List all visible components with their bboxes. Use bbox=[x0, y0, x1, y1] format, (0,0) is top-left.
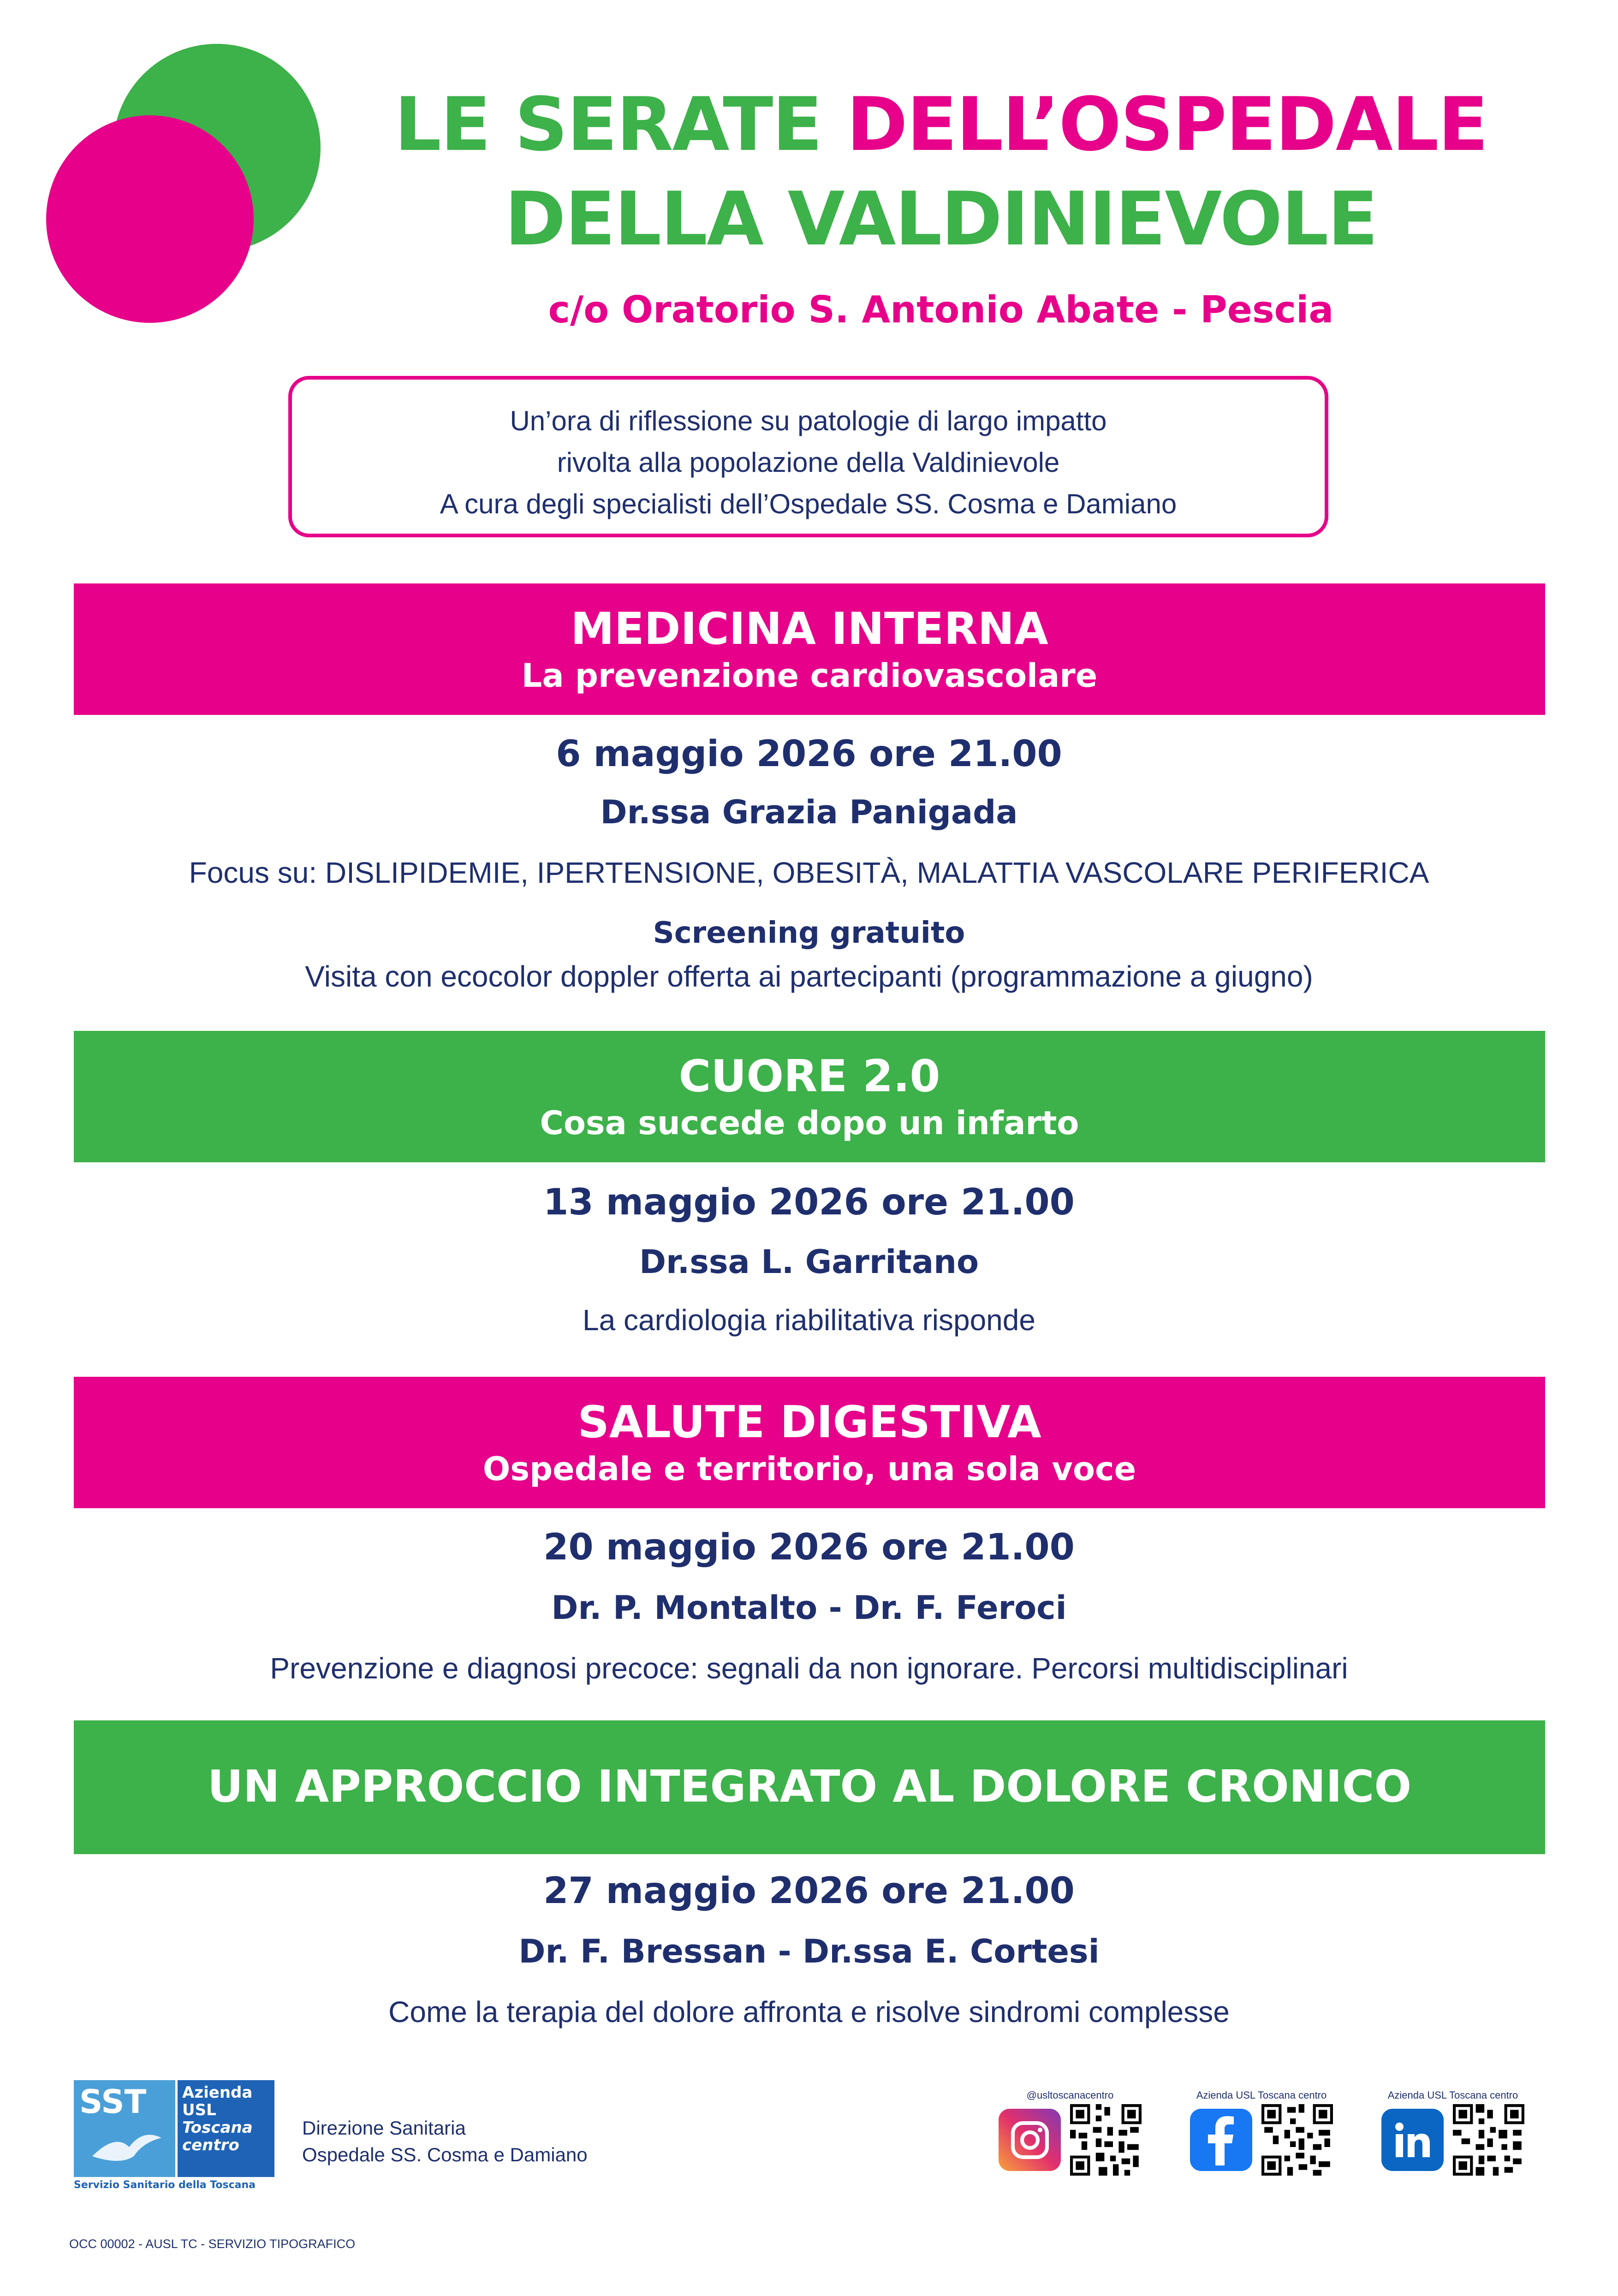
title-green-part: LE SERATE bbox=[394, 81, 847, 167]
page-title-line2: DELLA VALDINIEVOLE bbox=[505, 176, 1377, 262]
social-caption: Azienda USL Toscana centro bbox=[1387, 2089, 1518, 2101]
direction-line1: Direzione Sanitaria bbox=[302, 2117, 466, 2139]
pink-circle-decoration bbox=[46, 115, 254, 323]
event-subtitle: La prevenzione cardiovascolare bbox=[521, 657, 1098, 695]
intro-box bbox=[288, 376, 1328, 537]
event-speakers: Dr.ssa L. Garritano bbox=[639, 1243, 979, 1281]
event-subtitle: Ospedale e territorio, una sola voce bbox=[482, 1450, 1136, 1488]
event-header-salute-digestiva bbox=[74, 1377, 1545, 1508]
logo-blue-panel bbox=[74, 2080, 175, 2177]
footer-direction bbox=[302, 2115, 588, 2168]
event-description: Prevenzione e diagnosi precoce: segnali da non ignorare. Percorsi multidisciplinari bbox=[270, 1652, 1348, 1685]
venue-subtitle: c/o Oratorio S. Antonio Abate - Pescia bbox=[548, 288, 1334, 331]
linkedin-icon[interactable] bbox=[1381, 2109, 1444, 2171]
usl-toscana-logo bbox=[74, 2080, 274, 2195]
event-date: 13 maggio 2026 ore 21.00 bbox=[543, 1182, 1075, 1223]
event-description: Come la terapia del dolore affronta e risolve sindromi complesse bbox=[388, 1995, 1230, 2028]
facebook-icon[interactable] bbox=[1190, 2109, 1252, 2171]
event-speakers: Dr. F. Bressan - Dr.ssa E. Cortesi bbox=[518, 1933, 1100, 1970]
event-date: 20 maggio 2026 ore 21.00 bbox=[543, 1527, 1075, 1568]
print-code: OCC 00002 - AUSL TC - SERVIZIO TIPOGRAFICO bbox=[69, 2237, 356, 2251]
screening-text: Visita con ecocolor doppler offerta ai partecipanti (programmazione a giugno) bbox=[305, 960, 1313, 993]
event-title: MEDICINA INTERNA bbox=[571, 604, 1048, 654]
title-pink-part: DELL’OSPEDALE bbox=[846, 81, 1487, 167]
event-title: UN APPROCCIO INTEGRATO AL DOLORE CRONICO bbox=[207, 1761, 1412, 1812]
screening-title bbox=[0, 916, 1618, 950]
intro-line3: A cura degli specialisti dell’Ospedale SS. Cosma e Damiano bbox=[440, 488, 1177, 519]
event-date: 6 maggio 2026 ore 21.00 bbox=[556, 733, 1062, 775]
social-linkedin[interactable] bbox=[1379, 2089, 1527, 2176]
logo-org-line1: Azienda bbox=[182, 2083, 253, 2102]
event-subtitle: Cosa succede dopo un infarto bbox=[540, 1104, 1079, 1142]
qr-code-icon[interactable] bbox=[1453, 2104, 1524, 2176]
logo-org-line2: USL bbox=[182, 2101, 216, 2119]
qr-code-icon[interactable] bbox=[1070, 2104, 1142, 2176]
logo-sst: SST bbox=[79, 2083, 147, 2121]
event-header-cuore bbox=[74, 1031, 1545, 1162]
event-date: 27 maggio 2026 ore 21.00 bbox=[543, 1870, 1075, 1912]
social-caption: @usltoscanacentro bbox=[1026, 2089, 1114, 2101]
social-facebook[interactable] bbox=[1188, 2089, 1335, 2176]
logo-org-line3: Toscana bbox=[182, 2118, 253, 2137]
social-caption: Azienda USL Toscana centro bbox=[1196, 2089, 1327, 2101]
screening-title-text: Screening gratuito bbox=[653, 916, 965, 950]
page-title-line1 bbox=[351, 81, 1531, 167]
logo-caption: Servizio Sanitario della Toscana bbox=[74, 2179, 256, 2191]
event-speakers: Dr. P. Montalto - Dr. F. Feroci bbox=[551, 1589, 1067, 1627]
event-description: Focus su: DISLIPIDEMIE, IPERTENSIONE, OBESITÀ, MALATTIA VASCOLARE PERIFERICA bbox=[189, 856, 1429, 889]
event-header-dolore-cronico bbox=[74, 1720, 1545, 1854]
logo-org-panel bbox=[178, 2080, 274, 2177]
event-title: SALUTE DIGESTIVA bbox=[577, 1397, 1041, 1448]
event-speakers: Dr.ssa Grazia Panigada bbox=[600, 793, 1018, 831]
social-instagram[interactable] bbox=[996, 2089, 1144, 2176]
event-header-medicina-interna bbox=[74, 583, 1545, 715]
event-title: CUORE 2.0 bbox=[678, 1051, 940, 1102]
direction-line2: Ospedale SS. Cosma e Damiano bbox=[302, 2144, 588, 2165]
instagram-icon[interactable] bbox=[999, 2109, 1061, 2171]
logo-org-line4: centro bbox=[182, 2136, 239, 2154]
intro-line2: rivolta alla popolazione della Valdinievole bbox=[557, 447, 1060, 478]
event-description: La cardiologia riabilitativa risponde bbox=[583, 1303, 1035, 1337]
qr-code-icon[interactable] bbox=[1261, 2104, 1333, 2176]
intro-line1: Un’ora di riflessione su patologie di largo impatto bbox=[510, 405, 1107, 436]
bird-icon bbox=[88, 2124, 166, 2170]
